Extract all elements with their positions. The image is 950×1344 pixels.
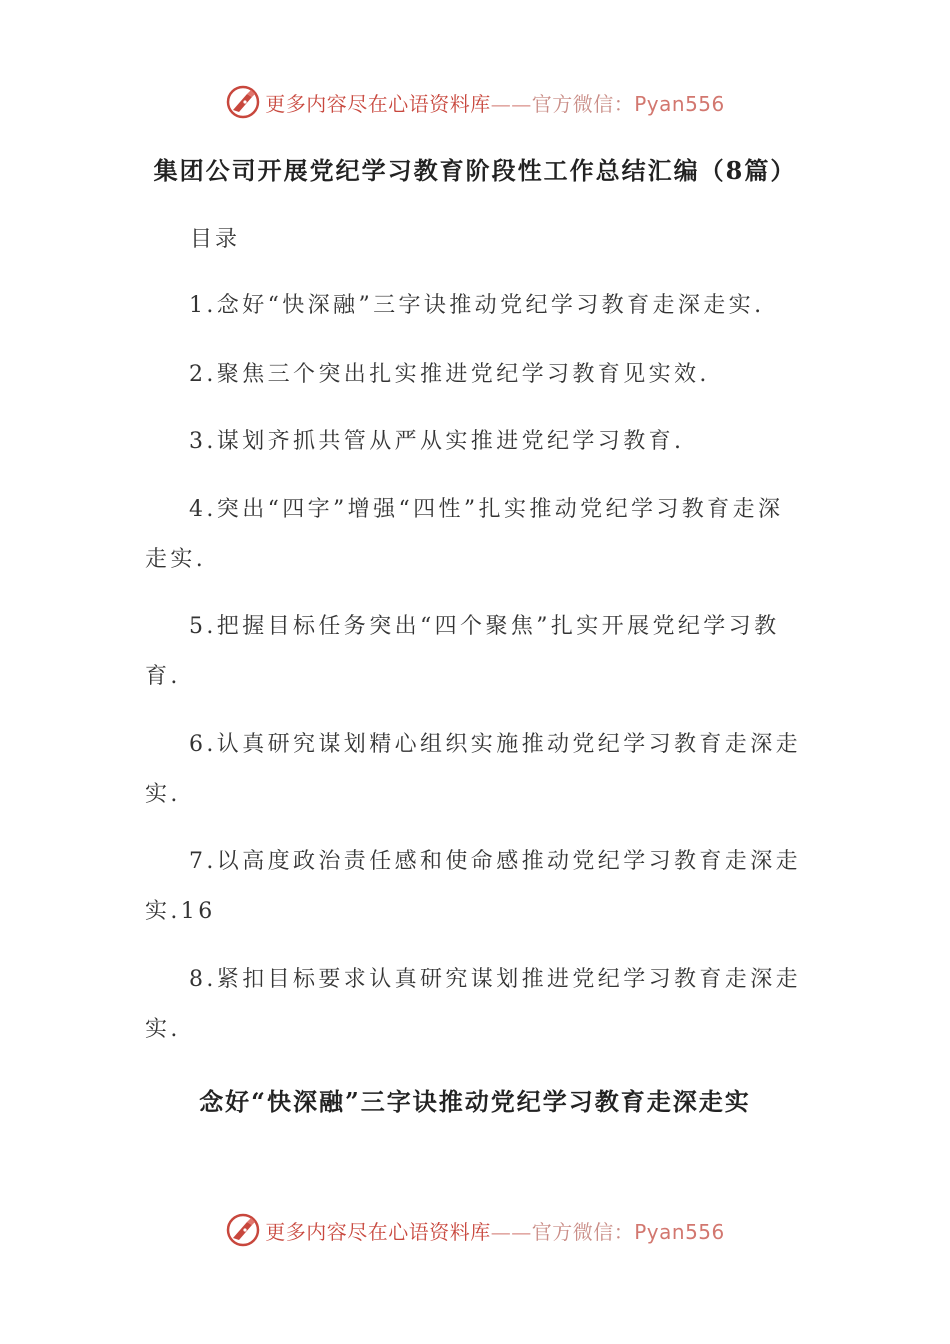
watermark-separator: ——	[490, 91, 532, 116]
watermark-wechat-id: Pyan556	[634, 1219, 725, 1244]
watermark-wechat-id: Pyan556	[634, 91, 725, 116]
watermark-text	[265, 1216, 725, 1245]
toc-item: 4.突出“四字”增强“四性”扎实推动党纪学习教育走深走实.	[145, 497, 784, 572]
watermark-brand: 更多内容尽在心语资料库	[265, 91, 491, 116]
watermark-brand: 更多内容尽在心语资料库	[265, 1219, 491, 1244]
toc-item: 2.聚焦三个突出扎实推进党纪学习教育见实效.	[189, 362, 710, 387]
toc-item: 1.念好“快深融”三字诀推动党纪学习教育走深走实.	[189, 293, 765, 318]
watermark-banner-top	[0, 82, 950, 122]
watermark-banner-bottom	[0, 1210, 950, 1250]
watermark-wechat-label: 官方微信：	[531, 1219, 635, 1244]
toc-item: 5.把握目标任务突出“四个聚焦”扎实开展党纪学习教育.	[145, 614, 780, 689]
section-title: 念好“快深融”三字诀推动党纪学习教育走深走实	[199, 1087, 751, 1116]
pen-nib-icon	[225, 1212, 261, 1248]
watermark-text	[265, 88, 725, 117]
toc-item: 8.紧扣目标要求认真研究谋划推进党纪学习教育走深走实.	[145, 967, 801, 1042]
toc-item: 3.谋划齐抓共管从严从实推进党纪学习教育.	[189, 429, 685, 454]
toc-heading: 目录	[190, 227, 241, 252]
watermark-separator: ——	[490, 1219, 532, 1244]
toc-item: 6.认真研究谋划精心组织实施推动党纪学习教育走深走实.	[145, 732, 801, 807]
document-title: 集团公司开展党纪学习教育阶段性工作总结汇编（8篇）	[153, 156, 797, 185]
pen-nib-icon	[225, 84, 261, 120]
toc-item: 7.以高度政治责任感和使命感推动党纪学习教育走深走实.16	[145, 849, 801, 924]
watermark-wechat-label: 官方微信：	[531, 91, 635, 116]
